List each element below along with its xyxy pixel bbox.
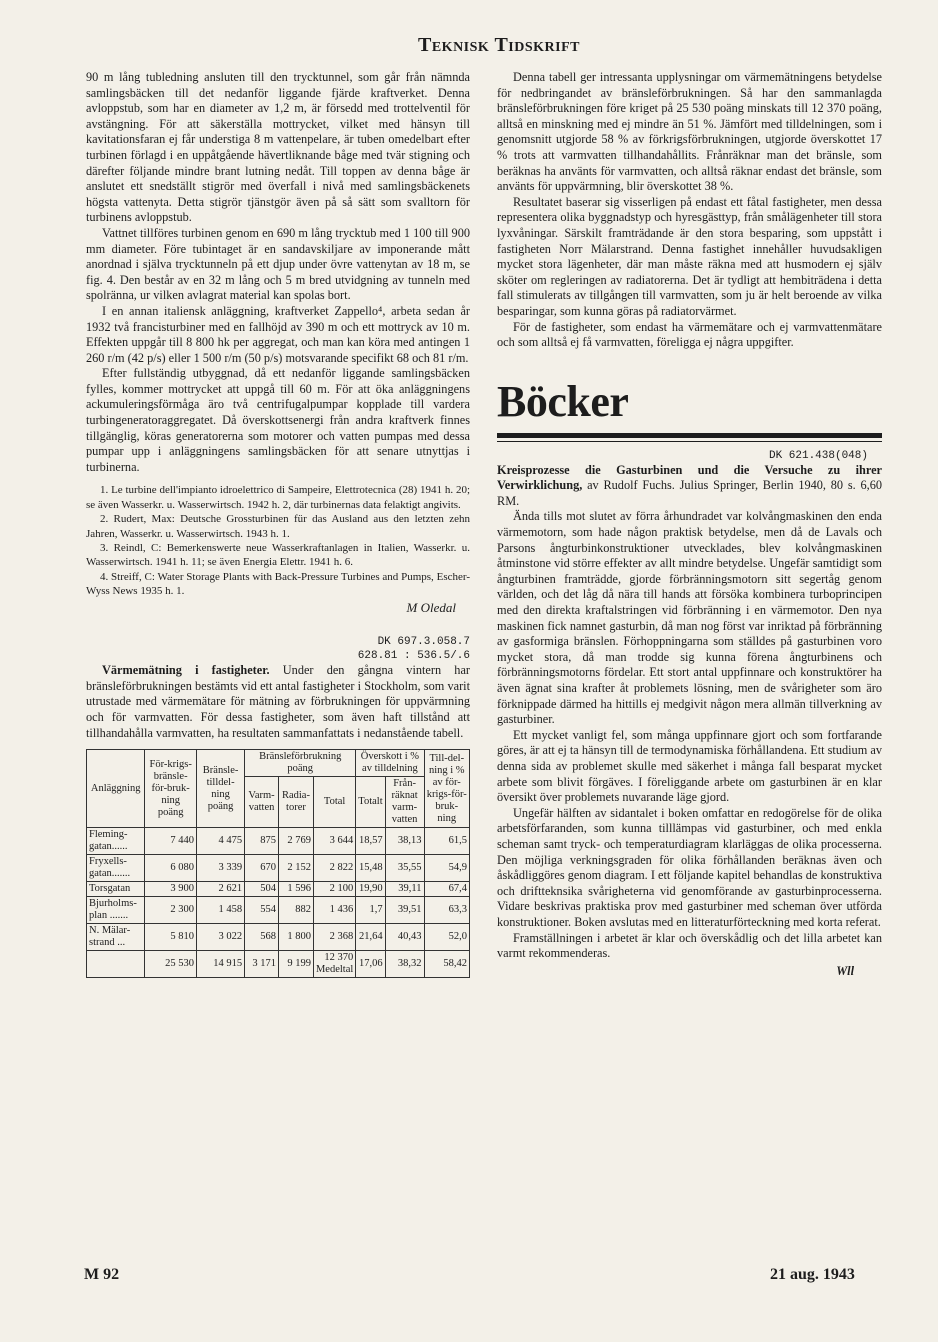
cell: N. Mälar-strand ...	[87, 924, 145, 951]
col-header: Från-räknat varm-vatten	[385, 777, 424, 828]
page-number: M 92	[84, 1266, 120, 1283]
books-heading: Böcker	[497, 376, 629, 426]
cell: 1 436	[313, 897, 355, 924]
table-sum-row	[87, 951, 470, 978]
col-group-header: Överskott i % av tilldelning	[356, 750, 424, 777]
table-row	[87, 897, 470, 924]
cell: 670	[245, 855, 279, 882]
paragraph: Ett mycket vanligt fel, som många uppfinnare gjort och som fortfarande göres, är att ej ta hänsyn till de termodynamiska förhållandena. Ett studium av denna sida av problemet skulle med säkerhet i många fall besparat mycket arbete som blivit förgäves. I föreliggande arbete om gasturbinen är en klar översikt över problemets nuvarande läge gjord.	[497, 727, 882, 805]
paragraph: Ända tills mot slutet av förra århundradet var kolvångmaskinen den enda värmemotorn, som hade någon praktisk betydelse, men då de Lavals och Parsons ångturbinkonstruktioner utvecklades, blev kolvångmaskinen åtminstone vid större effekter av allt mindre betydelse. Ungefär samtidigt som ångturbinen framträdde, gjorde förbränningsmotorn sitt segertåg genom världen, och det låg då nära till hands att försöka kombinera turboprincipen med den direkta kraftalstringen vid förbränning i en värmemotor. Den nya maskinen fick namnet gasturbin, då man nog först var inriktad på förbränning av gasformiga bränslen. Förhoppningarna som ställdes på gasturbinen voro mycket stora, då man trodde sig kunna förena ångturbinens och förbränningsmotorns fördelar. Ett stort antal uppfinnare och konstruktörer ha även ägnat sina krafter åt problemets lösning, men de svårigheter som äro förknippade därmed ha hittills ej medgivit någon mera allmän tillverkning av gasturbiner.	[497, 509, 882, 727]
col-header: Varm-vatten	[245, 777, 279, 828]
masthead: Teknisk Tidskrift	[418, 34, 580, 56]
cell: 39,51	[385, 897, 424, 924]
cell: 3 900	[145, 882, 197, 897]
cell: 2 300	[145, 897, 197, 924]
left-column	[86, 70, 470, 978]
cell: 2 621	[197, 882, 245, 897]
col-header: Till-del-ning i % av för-krigs-för-bruk-ning	[424, 750, 469, 828]
dk-line: DK 697.3.058.7	[377, 636, 470, 649]
cell: 554	[245, 897, 279, 924]
heading-rule	[497, 433, 882, 438]
paragraph: Ungefär hälften av sidantalet i boken omfattar en redogörelse för de olika arbetsförfaranden, som kunna tilllämpas vid gasturbiner, och med enkla scheman samt tryck- och temperaturdiagram klarläggas de olika processerna. Den möjliga verkningsgraden för olika förhållanden beräknas även och åskådliggöres genom diagram. I ett följande kapitel behandlas de konstruktiva och driftteknsika svårigheterna vid genomförande av gasturbinprocesserna. Vidare beskrivas praktiska prov med gasturbiner med scheman över utförda konstruktioner. Boken avslutas med en litteraturförteckning med korta referat.	[497, 805, 882, 929]
cell: 1,7	[356, 897, 385, 924]
cell: 875	[245, 828, 279, 855]
cell: 1 800	[278, 924, 313, 951]
section-paragraph	[86, 663, 470, 741]
reference-item: 2. Rudert, Max: Deutsche Grossturbinen für das Ausland aus den letzten zehn Jahren, Wasserkr. u. Wasserwirtsch. 1943 h. 1.	[86, 513, 470, 540]
cell: 38,13	[385, 828, 424, 855]
cell: 35,55	[385, 855, 424, 882]
cell: 9 199	[278, 951, 313, 978]
col-header: Anläggning	[87, 750, 145, 828]
cell: 2 100	[313, 882, 355, 897]
cell: 21,64	[356, 924, 385, 951]
col-header: Total	[313, 777, 355, 828]
reviewer-signature: Wll	[836, 963, 854, 978]
reference-item: 3. Reindl, C: Bemerkenswerte neue Wasserkraftanlagen in Italien, Wasserkr. u. Wasserwirtsch. 1941 h. 11; se även Energia Elettr. 1941 h. 6.	[86, 542, 470, 569]
dk-line: 628.81 : 536.5/.6	[357, 650, 470, 663]
cell: 5 810	[145, 924, 197, 951]
table-row	[87, 855, 470, 882]
cell: 2 152	[278, 855, 313, 882]
book-author: av Rudolf Fuchs. Julius Springer, Berlin 1940, 80 s. 6,60 RM.	[497, 478, 882, 508]
cell: 17,06	[356, 951, 385, 978]
cell: Fleming-gatan......	[87, 828, 145, 855]
cell: 63,3	[424, 897, 469, 924]
sum-total: 12 370	[324, 952, 354, 964]
reference-item: 4. Streiff, C: Water Storage Plants with Back-Pressure Turbines and Pumps, Escher-Wyss News 1935 h. 1.	[86, 570, 470, 598]
fuel-consumption-table	[86, 749, 470, 978]
cell: 2 769	[278, 828, 313, 855]
cell: 3 022	[197, 924, 245, 951]
cell: 3 171	[245, 951, 279, 978]
book-citation	[497, 463, 882, 510]
col-group-header: Bränsleförbrukning poäng	[245, 750, 356, 777]
cell: 3 644	[313, 828, 355, 855]
cell: 54,9	[424, 855, 469, 882]
table-row	[87, 924, 470, 951]
right-column	[497, 70, 882, 979]
cell: 7 440	[145, 828, 197, 855]
cell: 14 915	[197, 951, 245, 978]
cell: 1 596	[278, 882, 313, 897]
cell: 40,43	[385, 924, 424, 951]
cell: 39,11	[385, 882, 424, 897]
medeltal-label: Medeltal	[315, 964, 354, 976]
paragraph: 90 m lång tubledning ansluten till den trycktunnel, som går från nämnda samlingsbäcken till det nedanför liggande fjärde kraftverket. Denna avloppstub, som har en diameter av 1,2 m, är försedd med trottelventil för avstängning. För att säkerställa mottrycket, vilket med hänsyn till kavitationsfaran ej får understiga 8 m vattenpelare, är tuben omedelbart efter turbinen förlagd i en uppåtgående hävertliknande båge med tvär stigning och därefter följande mindre brant lutning nedåt. Till toppen av denna båge är anslutet ett snedställt stigrör med överfall i nivå med samlingsbäckenets högsta vattenyta. Detta stigrör tjänstgör även på så sätt som svalltorn för turbinens avloppstub.	[86, 70, 470, 225]
cell: 61,5	[424, 828, 469, 855]
cell: Fryxells-gatan.......	[87, 855, 145, 882]
cell: 67,4	[424, 882, 469, 897]
table-row	[87, 882, 470, 897]
paragraph: Efter fullständig utbyggnad, då ett nedanför liggande samlingsbäcken fylles, kommer mottrycket att uppgå till 60 m. För att öka anläggningens ackumuleringsförmåga äro två centrifugalpumpar kopplade till vardera turbingeneratoraggregatet. Då överskottsenergi från andra kraftverk finnes tillgänglig, köras generatorerna som motorer och vatten pumpas med dessa pumpar upp i anläggningens samlingsbäcken för att senare utnyttjas i turbinerna.	[86, 366, 470, 474]
cell: 3 339	[197, 855, 245, 882]
issue-date: 21 aug. 1943	[770, 1266, 855, 1283]
cell	[87, 951, 145, 978]
table-row	[87, 828, 470, 855]
col-header: Bränsle-tilldel-ning poäng	[197, 750, 245, 828]
section-lead: Värmemätning i fastigheter.	[102, 663, 270, 678]
cell: 38,32	[385, 951, 424, 978]
cell: 1 458	[197, 897, 245, 924]
references	[86, 483, 470, 598]
dk-classification	[86, 635, 470, 663]
cell: 4 475	[197, 828, 245, 855]
cell: 15,48	[356, 855, 385, 882]
cell: 18,57	[356, 828, 385, 855]
col-header: Radia-torer	[278, 777, 313, 828]
paragraph: I en annan italiensk anläggning, kraftverket Zappello⁴, arbeta sedan år 1932 två francisturbiner med en fallhöjd av 390 m och ett mottryck av 10 m. Effekten uppgår till 8 800 hk per aggregat, och man kan köra med antingen 1 260 r/m (42 p/s) eller 1 500 r/m (50 p/s) motsvarande specifikt 68 och 81 r/m.	[86, 303, 470, 365]
paragraph: Resultatet baserar sig visserligen på endast ett fåtal fastigheter, men dessa representera olika byggnadstyp och hyresgästtyp, från smålägenheter till stora lyxvåningar. Särskilt framträdande är den stora besparing, som uppstått i fastigheten Norr Mälarstrand. Denna fastighet innehåller huvudsakligen mycket stora lägenheter, där man måste räkna med att husmodern ej själv sköter om regleringen av radiatorerna. Det är tydligt att hembiträdena i detta fall stimulerats av tillgången till varmvatten, som ju är helt beroende av vilka besparingar, som kunna göras på radiatorvärmet.	[497, 194, 882, 318]
cell: Torsgatan	[87, 882, 145, 897]
cell: 25 530	[145, 951, 197, 978]
cell: 2 368	[313, 924, 355, 951]
cell: 19,90	[356, 882, 385, 897]
cell: 2 822	[313, 855, 355, 882]
cell: 568	[245, 924, 279, 951]
author-signature: M Oledal	[406, 599, 456, 615]
cell: Bjurholms-plan .......	[87, 897, 145, 924]
paragraph: Denna tabell ger intressanta upplysningar om värmemätningens betydelse för nedbringandet av bränsleförbrukningen. Så har den sammanlagda bränsleförbrukningen före kriget på 25 530 poäng minskats till 12 370 poäng, alltså en minskning med ej mindre än 51 %. Jämfört med tilldelningen, som i genomsnitt utgjorde 58 % av förkrigsförbrukningen, utgjorde överskottet 17 % trots att varmvatten tillhandahållits. Frånräknar man det bränsle, som beräknas ha använts för varmvatten, och alltså räknar endast det bränsle, som använts för uppvärmning, blir överskottet 38 %.	[497, 70, 882, 194]
cell	[313, 951, 355, 978]
cell: 882	[278, 897, 313, 924]
col-header: Totalt	[356, 777, 385, 828]
dk-classification: DK 621.438(048)	[768, 449, 868, 462]
cell: 504	[245, 882, 279, 897]
paragraph: För de fastigheter, som endast ha värmemätare och ej varmvattenmätare och som alltså ej få varmvatten, föreligga ej några uppgifter.	[497, 319, 882, 350]
heading-rule-thin	[497, 441, 882, 442]
book-title: Kreisprozesse die Gasturbinen und die Versuche zu ihrer Verwirklichung,	[497, 462, 882, 493]
col-header: För-krigs-bränsle-för-bruk-ning poäng	[145, 750, 197, 828]
reference-item: 1. Le turbine dell'impianto idroelettrico di Sampeire, Elettrotecnica (28) 1941 h. 20; se även Wasserkr. u. Wasserwirtsch. 1942 h. 2, där turbinernas data felaktigt angivits.	[86, 484, 470, 511]
paragraph: Framställningen i arbetet är klar och överskådlig och det lilla arbetet kan varmt rekommenderas.	[497, 930, 882, 961]
cell: 6 080	[145, 855, 197, 882]
cell: 58,42	[424, 951, 469, 978]
cell: 52,0	[424, 924, 469, 951]
section-text: Under den gångna vintern har bränsleförbrukningen bestämts vid ett antal fastigheter i Stockholm, som varit utrustade med värmemätare för mätning av förbrukningen för uppvärmning och för varmvatten. För dessa fastigheter, som även haft tillstånd att tillhandahålla varmvatten, ha resultaten sammanfattats i nedanstående tabell.	[86, 663, 470, 740]
paragraph: Vattnet tillföres turbinen genom en 690 m lång trycktub med 1 100 till 900 mm diameter. Före tubintaget är en sandavskiljare av imponerande mått anordnad i själva trycktunneln på ett djup under övre vattenytan av 18 m, se fig. 4. Den består av en 32 m lång och 5 m bred utvidgning av tunneln med spolränna, ur vilken avlagrat material kan spolas bort.	[86, 225, 470, 303]
